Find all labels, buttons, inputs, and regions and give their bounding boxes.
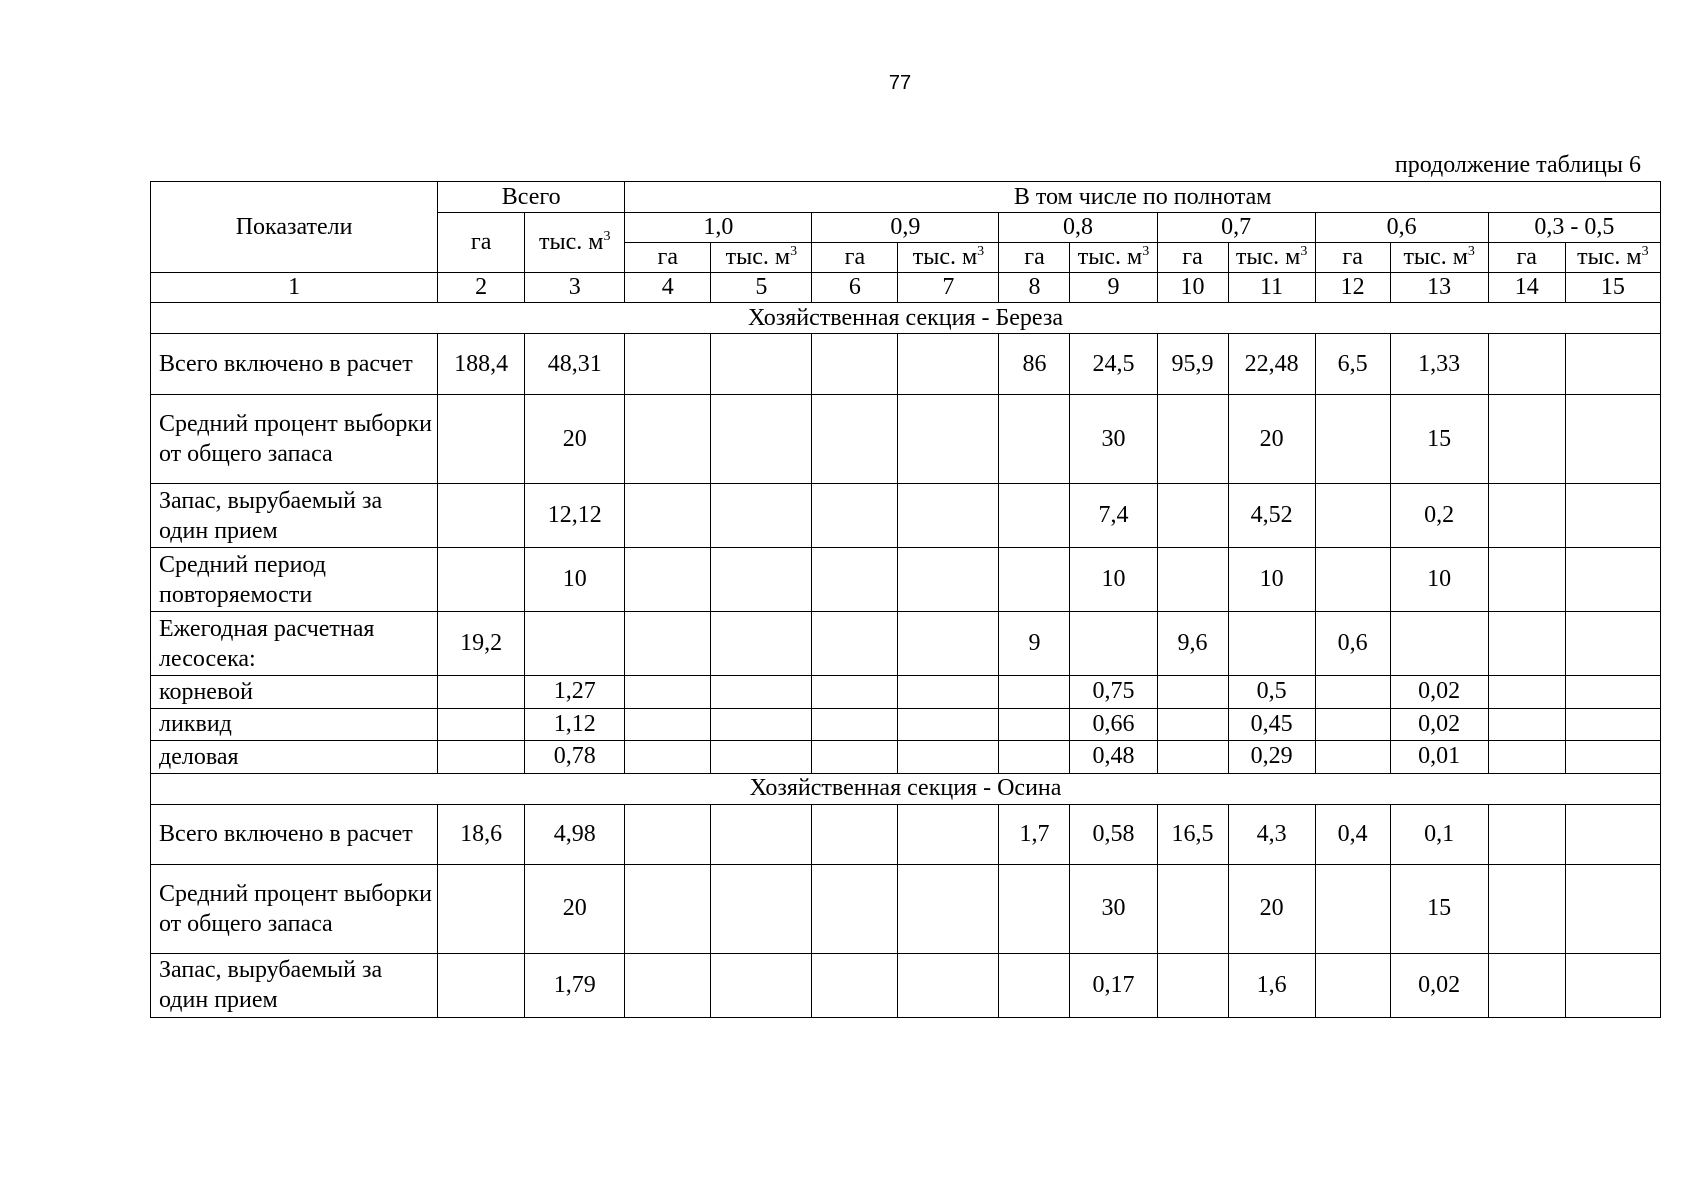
table-cell: 15	[1390, 864, 1488, 953]
table-cell	[525, 612, 625, 676]
table-cell	[711, 805, 812, 865]
table-cell: 12,12	[525, 484, 625, 548]
table-cell	[812, 334, 898, 395]
table-cell	[1488, 805, 1565, 865]
table-body	[151, 303, 1661, 1018]
table-cell	[1565, 676, 1660, 709]
column-number: 15	[1565, 273, 1660, 303]
table-cell	[1565, 708, 1660, 741]
column-numbers-row	[151, 273, 1661, 303]
table-cell	[625, 676, 711, 709]
table-cell	[1315, 708, 1390, 741]
table-cell	[438, 864, 525, 953]
table-cell	[1565, 548, 1660, 612]
table-cell	[1157, 395, 1228, 484]
table-cell: 20	[525, 395, 625, 484]
header-unit-ha: га	[999, 243, 1070, 273]
column-number: 5	[711, 273, 812, 303]
table-cell	[1070, 612, 1157, 676]
table-cell	[438, 484, 525, 548]
table-cell: 24,5	[1070, 334, 1157, 395]
table-cell	[1315, 864, 1390, 953]
table-cell	[1488, 741, 1565, 774]
table-row	[151, 864, 1661, 953]
table-cell: 4,98	[525, 805, 625, 865]
table-row	[151, 484, 1661, 548]
table-cell	[1565, 395, 1660, 484]
row-label: Средний период повторяемости	[151, 548, 438, 612]
table-cell	[1157, 484, 1228, 548]
table-cell	[438, 676, 525, 709]
table-cell	[999, 708, 1070, 741]
table-cell: 10	[525, 548, 625, 612]
table-cell	[1565, 864, 1660, 953]
table-cell	[898, 805, 999, 865]
table-cell	[711, 708, 812, 741]
table-cell	[1488, 953, 1565, 1017]
column-number: 1	[151, 273, 438, 303]
table-row	[151, 548, 1661, 612]
table-row	[151, 953, 1661, 1017]
table-cell	[898, 395, 999, 484]
row-label: Всего включено в расчет	[151, 334, 438, 395]
table-cell	[1488, 395, 1565, 484]
section-header-row	[151, 773, 1661, 804]
table-cell: 10	[1390, 548, 1488, 612]
header-density-2: 0,9	[812, 213, 999, 243]
table-cell: 0,4	[1315, 805, 1390, 865]
table-cell: 188,4	[438, 334, 525, 395]
header-unit-volume: тыс. $м^3$	[1390, 243, 1488, 273]
table-cell	[625, 395, 711, 484]
table-cell	[711, 741, 812, 774]
table-cell	[711, 864, 812, 953]
table-row	[151, 612, 1661, 676]
column-number: 9	[1070, 273, 1157, 303]
table-row	[151, 805, 1661, 865]
column-number: 11	[1228, 273, 1315, 303]
table-row	[151, 395, 1661, 484]
table-cell: 0,66	[1070, 708, 1157, 741]
table-cell	[1565, 612, 1660, 676]
table-cell	[438, 548, 525, 612]
column-number: 12	[1315, 273, 1390, 303]
table-cell	[1488, 708, 1565, 741]
data-table	[150, 181, 1661, 1018]
column-number: 7	[898, 273, 999, 303]
table-cell	[711, 548, 812, 612]
row-label: Всего включено в расчет	[151, 805, 438, 865]
table-cell	[812, 612, 898, 676]
table-cell	[1157, 741, 1228, 774]
table-cell	[711, 395, 812, 484]
table-cell	[812, 676, 898, 709]
table-cell	[812, 395, 898, 484]
table-cell	[898, 741, 999, 774]
table-cell	[1157, 864, 1228, 953]
table-cell	[711, 612, 812, 676]
table-cell	[711, 484, 812, 548]
table-cell: 0,78	[525, 741, 625, 774]
table-cell: 0,1	[1390, 805, 1488, 865]
table-cell: 30	[1070, 395, 1157, 484]
table-cell	[898, 708, 999, 741]
table-cell: 9,6	[1157, 612, 1228, 676]
table-cell: 1,27	[525, 676, 625, 709]
table-cell	[625, 548, 711, 612]
table-cell	[625, 953, 711, 1017]
table-cell	[438, 741, 525, 774]
header-density-1: 1,0	[625, 213, 812, 243]
table-cell	[1315, 953, 1390, 1017]
table-cell: 0,45	[1228, 708, 1315, 741]
row-label: Средний процент выборки от общего запаса	[151, 395, 438, 484]
header-indicators: Показатели	[151, 182, 438, 273]
header-density-6: 0,3 - 0,5	[1488, 213, 1660, 243]
table-cell	[1157, 676, 1228, 709]
header-by-density: В том числе по полнотам	[625, 182, 1661, 213]
table-cell: 0,75	[1070, 676, 1157, 709]
table-cell	[1565, 805, 1660, 865]
table-cell	[1315, 484, 1390, 548]
table-cell: 20	[525, 864, 625, 953]
header-unit-volume: тыс. $м^3$	[1565, 243, 1660, 273]
table-cell	[1315, 548, 1390, 612]
table-row	[151, 741, 1661, 774]
table-cell	[898, 612, 999, 676]
table-cell: 0,02	[1390, 953, 1488, 1017]
table-cell: 4,52	[1228, 484, 1315, 548]
row-label: корневой	[151, 676, 438, 709]
table-row	[151, 708, 1661, 741]
table-cell: 9	[999, 612, 1070, 676]
table-cell	[438, 708, 525, 741]
table-cell	[898, 484, 999, 548]
column-number: 14	[1488, 273, 1565, 303]
table-cell	[999, 548, 1070, 612]
header-unit-ha: га	[812, 243, 898, 273]
table-cell	[812, 484, 898, 548]
table-cell: 0,17	[1070, 953, 1157, 1017]
table-cell	[1488, 612, 1565, 676]
table-cell	[438, 395, 525, 484]
table-cell: 20	[1228, 864, 1315, 953]
table-cell	[1488, 676, 1565, 709]
table-cell	[1315, 395, 1390, 484]
table-cell	[1228, 612, 1315, 676]
table-cell	[1565, 484, 1660, 548]
table-cell	[999, 741, 1070, 774]
table-cell	[999, 676, 1070, 709]
table-cell	[1157, 708, 1228, 741]
page-number: 77	[888, 72, 912, 94]
table-row	[151, 676, 1661, 709]
row-label: ликвид	[151, 708, 438, 741]
table-cell	[898, 334, 999, 395]
table-cell: 0,02	[1390, 708, 1488, 741]
section-title: Хозяйственная секция - Береза	[151, 303, 1661, 334]
table-cell: 0,02	[1390, 676, 1488, 709]
table-cell	[1565, 741, 1660, 774]
header-total-volume: тыс. $м^3$	[525, 213, 625, 273]
table-cell: 0,01	[1390, 741, 1488, 774]
section-header-row	[151, 303, 1661, 334]
column-number: 4	[625, 273, 711, 303]
row-label: Запас, вырубаемый за один прием	[151, 484, 438, 548]
table-cell	[1390, 612, 1488, 676]
header-unit-ha: га	[1315, 243, 1390, 273]
header-unit-volume: тыс. $м^3$	[1228, 243, 1315, 273]
table-cell	[999, 484, 1070, 548]
table-cell: 95,9	[1157, 334, 1228, 395]
column-number: 2	[438, 273, 525, 303]
table-cell: 16,5	[1157, 805, 1228, 865]
table-cell	[625, 484, 711, 548]
table-cell: 0,58	[1070, 805, 1157, 865]
table-cell: 22,48	[1228, 334, 1315, 395]
table-cell: 0,6	[1315, 612, 1390, 676]
table-cell	[711, 676, 812, 709]
table-cell	[1315, 741, 1390, 774]
row-label: Запас, вырубаемый за один прием	[151, 953, 438, 1017]
table-cell	[625, 708, 711, 741]
table-cell	[812, 864, 898, 953]
table-cell	[812, 953, 898, 1017]
section-title: Хозяйственная секция - Осина	[151, 773, 1661, 804]
header-density-5: 0,6	[1315, 213, 1488, 243]
table-cell: 0,5	[1228, 676, 1315, 709]
header-total: Всего	[438, 182, 625, 213]
table-cell	[898, 676, 999, 709]
table-cell	[999, 953, 1070, 1017]
table-cell: 18,6	[438, 805, 525, 865]
table-cell	[1157, 953, 1228, 1017]
table-cell: 48,31	[525, 334, 625, 395]
table-cell	[711, 953, 812, 1017]
header-total-ha: га	[438, 213, 525, 273]
table-cell	[999, 864, 1070, 953]
table-cell: 10	[1070, 548, 1157, 612]
row-label: деловая	[151, 741, 438, 774]
table-cell	[438, 953, 525, 1017]
table-cell: 0,29	[1228, 741, 1315, 774]
table-cell: 4,3	[1228, 805, 1315, 865]
table-cell: 10	[1228, 548, 1315, 612]
table-cell: 15	[1390, 395, 1488, 484]
column-number: 8	[999, 273, 1070, 303]
column-number: 6	[812, 273, 898, 303]
table-cell	[898, 548, 999, 612]
table-caption: продолжение таблицы 6	[1394, 152, 1641, 178]
table-cell	[1315, 676, 1390, 709]
table-cell	[1157, 548, 1228, 612]
table-cell: 1,79	[525, 953, 625, 1017]
header-density-3: 0,8	[999, 213, 1157, 243]
table-cell	[625, 741, 711, 774]
header-unit-volume: тыс. $м^3$	[1070, 243, 1157, 273]
column-number: 10	[1157, 273, 1228, 303]
header-unit-ha: га	[1488, 243, 1565, 273]
table-cell	[625, 805, 711, 865]
column-number: 3	[525, 273, 625, 303]
table-cell: 30	[1070, 864, 1157, 953]
table-row	[151, 334, 1661, 395]
table-cell: 19,2	[438, 612, 525, 676]
row-label: Ежегодная расчетная лесосека:	[151, 612, 438, 676]
table-cell	[625, 334, 711, 395]
table-cell: 0,48	[1070, 741, 1157, 774]
table-cell	[812, 805, 898, 865]
table-cell	[1565, 334, 1660, 395]
column-number: 13	[1390, 273, 1488, 303]
table-cell: 6,5	[1315, 334, 1390, 395]
table-cell	[1488, 484, 1565, 548]
table-cell	[625, 612, 711, 676]
header-unit-volume: тыс. $м^3$	[711, 243, 812, 273]
header-unit-ha: га	[1157, 243, 1228, 273]
table-cell: 1,33	[1390, 334, 1488, 395]
header-unit-ha: га	[625, 243, 711, 273]
row-label: Средний процент выборки от общего запаса	[151, 864, 438, 953]
table-cell	[1488, 864, 1565, 953]
table-header	[151, 182, 1661, 303]
table-cell	[999, 395, 1070, 484]
table-cell: 1,12	[525, 708, 625, 741]
header-unit-volume: тыс. $м^3$	[898, 243, 999, 273]
table-cell: 20	[1228, 395, 1315, 484]
table-cell	[898, 953, 999, 1017]
table-cell	[812, 708, 898, 741]
table-cell	[1488, 334, 1565, 395]
table-cell	[812, 548, 898, 612]
table-cell	[1488, 548, 1565, 612]
table-cell: 86	[999, 334, 1070, 395]
table-cell	[898, 864, 999, 953]
table-cell: 0,2	[1390, 484, 1488, 548]
table-cell	[812, 741, 898, 774]
table-cell	[711, 334, 812, 395]
table-cell: 7,4	[1070, 484, 1157, 548]
table-cell	[625, 864, 711, 953]
header-density-4: 0,7	[1157, 213, 1315, 243]
table-cell: 1,6	[1228, 953, 1315, 1017]
table-cell: 1,7	[999, 805, 1070, 865]
table-cell	[1565, 953, 1660, 1017]
